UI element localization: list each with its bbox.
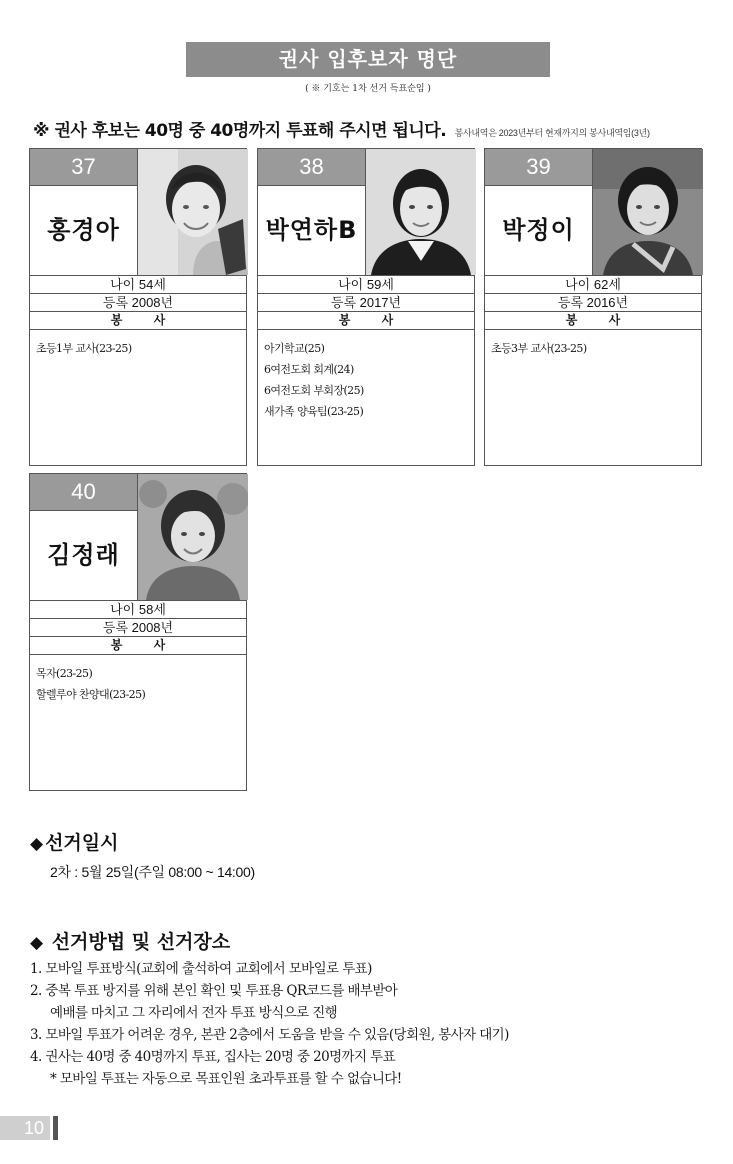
candidate-age: 나이 58세 [30,600,246,618]
service-item: 아기학교(25) [264,342,325,355]
page-title: 권사 입후보자 명단 [186,42,550,77]
candidate-name: 박정이 [485,186,593,275]
list-item: 예배를 마치고 그 자리에서 전자 투표 방식으로 진행 [50,1005,338,1021]
candidate-photo [137,149,248,275]
candidate-name: 박연하B [258,186,366,275]
service-item: 할렐루야 찬양대(23-25) [36,688,146,701]
election-date-text: 2차 : 5월 25일(주일 08:00 ~ 14:00) [50,864,255,880]
diamond-bullet-icon: ◆ [30,834,44,854]
candidate-age: 나이 62세 [485,275,701,293]
candidate-number: 40 [30,474,137,511]
candidate-registered: 등록 2008년 [30,618,246,636]
service-list [491,338,587,359]
page-number-bar [53,1116,58,1140]
candidate-age: 나이 54세 [30,275,246,293]
election-method-list [30,958,509,1090]
candidate-number: 38 [258,149,365,186]
page-number: 10 [0,1116,50,1140]
headline-main: ※ 권사 후보는 40명 중 40명까지 투표해 주시면 됩니다. [33,121,447,141]
service-header: 봉 사 [258,311,474,330]
candidate-number: 37 [30,149,137,186]
service-list [264,338,364,422]
list-item: 3. 모바일 투표가 어려운 경우, 본관 2층에서 도움을 받을 수 있음(당회원, 봉사자 대기) [30,1027,509,1043]
service-header: 봉 사 [30,311,246,330]
service-item: 초등3부 교사(23-25) [491,342,587,355]
headline [33,116,713,141]
service-list [36,663,145,705]
election-method-heading: ◆ 선거방법 및 선거장소 [30,931,231,953]
list-item: * 모바일 투표는 자동으로 목표인원 초과투표를 할 수 없습니다! [50,1071,402,1087]
candidate-name: 김정래 [30,511,138,600]
service-item: 목자(23-25) [36,667,93,680]
candidate-photo [365,149,476,275]
service-item: 6여전도회 회계(24) [264,363,354,376]
service-list [36,338,132,359]
candidate-card-37 [29,148,247,466]
service-header: 봉 사 [30,636,246,655]
candidate-card-39 [484,148,702,466]
service-header: 봉 사 [485,311,701,330]
candidate-card-38 [257,148,475,466]
candidate-number: 39 [485,149,592,186]
title-note: ( ※ 기호는 1차 선거 득표순임 ) [305,84,431,94]
list-item: 1. 모바일 투표방식(교회에 출석하여 교회에서 모바일로 투표) [30,961,372,977]
service-item: 6여전도회 부회장(25) [264,384,364,397]
candidate-card-40 [29,473,247,791]
list-item: 2. 중복 투표 방지를 위해 본인 확인 및 투표용 QR코드를 배부받아 [30,983,398,999]
election-date-heading: ◆ 선거일시 [30,832,119,854]
candidate-registered: 등록 2017년 [258,293,474,311]
service-item: 새가족 양육팀(23-25) [264,405,364,418]
candidate-photo [137,474,248,600]
candidate-name: 홍경아 [30,186,138,275]
headline-side-note: 봉사내역은 2023년부터 현재까지의 봉사내역임(3년) [454,128,650,138]
service-item: 초등1부 교사(23-25) [36,342,132,355]
candidate-photo [592,149,703,275]
list-item: 4. 권사는 40명 중 40명까지 투표, 집사는 20명 중 20명까지 투표 [30,1049,396,1065]
candidate-registered: 등록 2016년 [485,293,701,311]
candidate-age: 나이 59세 [258,275,474,293]
candidate-registered: 등록 2008년 [30,293,246,311]
diamond-bullet-icon: ◆ [30,933,44,953]
